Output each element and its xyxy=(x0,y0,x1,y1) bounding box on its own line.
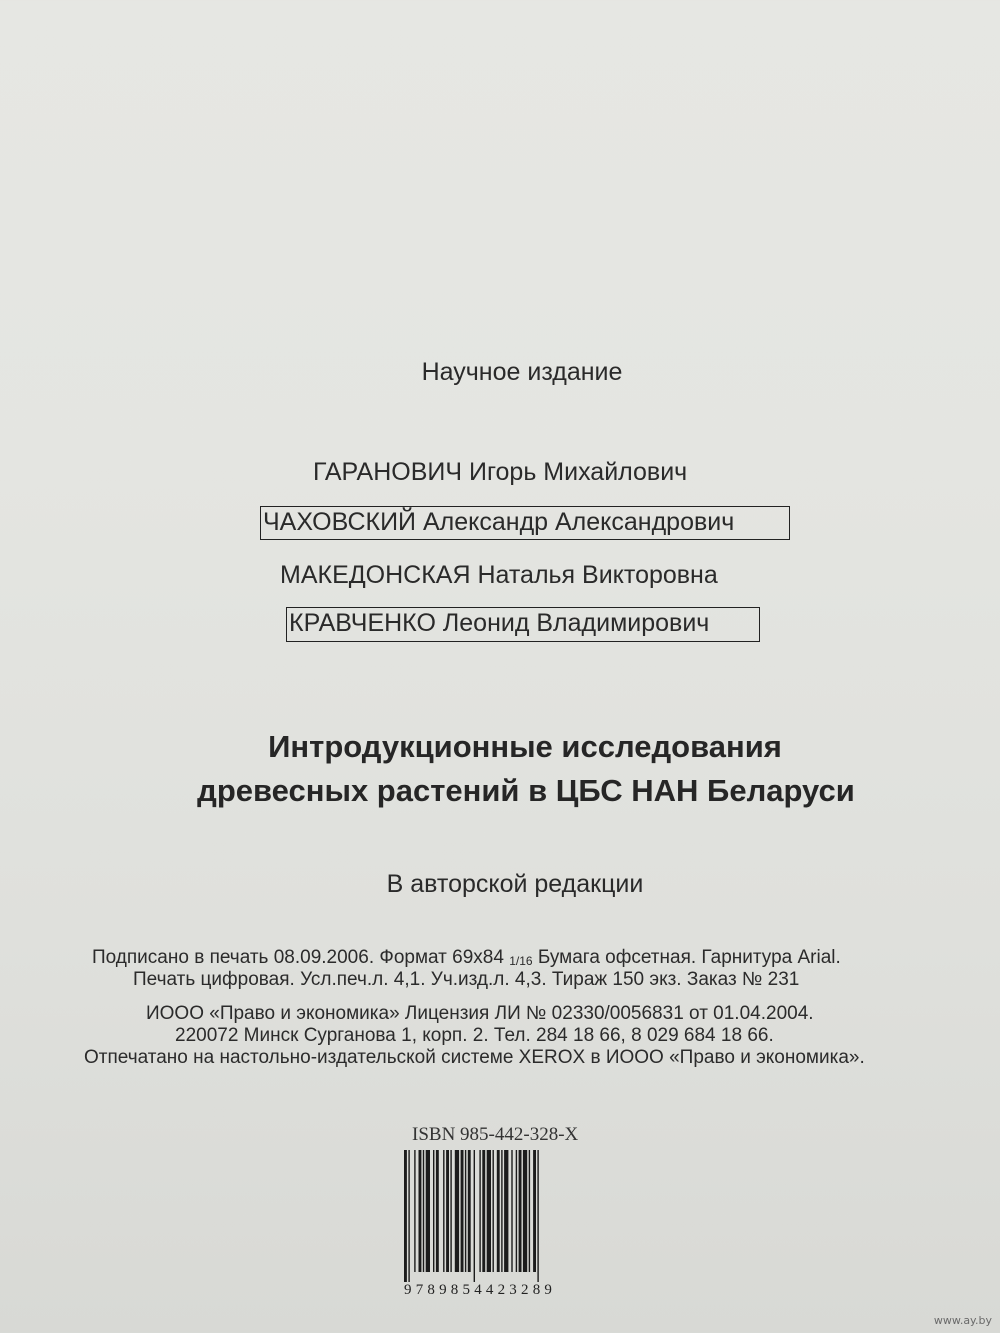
watermark: www.ay.by xyxy=(933,1314,992,1327)
barcode-bar xyxy=(465,1150,466,1272)
barcode-bar xyxy=(426,1150,430,1272)
format-fraction: 1/16 xyxy=(509,954,533,968)
barcode-bar xyxy=(479,1150,480,1272)
author-2-boxed: ЧАХОВСКИЙ Александр Александрович xyxy=(260,506,790,540)
publication-type-label: Научное издание xyxy=(421,358,623,386)
barcode-bar xyxy=(533,1150,536,1272)
barcode-bar xyxy=(433,1150,434,1272)
barcode-bar xyxy=(516,1150,517,1272)
barcode-bar xyxy=(461,1150,464,1272)
barcode-bar xyxy=(523,1150,527,1272)
barcode-bar xyxy=(493,1150,494,1272)
author-1: ГАРАНОВИЧ Игорь Михайлович xyxy=(313,458,688,486)
barcode-bar xyxy=(436,1150,439,1272)
barcode-bar xyxy=(537,1150,538,1282)
barcode-bar xyxy=(504,1150,508,1272)
barcode-bar xyxy=(468,1150,471,1272)
barcode-digits: 9789854423289 xyxy=(404,1282,557,1298)
barcode-bar xyxy=(529,1150,530,1272)
imprint-line-5: Отпечатано на настольно-издательской системе XEROX в ИООО «Право и экономика». xyxy=(84,1047,865,1068)
imprint-line-2: Печать цифровая. Усл.печ.л. 4,1. Уч.изд.л. 4,3. Тираж 150 экз. Заказ № 231 xyxy=(133,969,800,990)
edition-note: В авторской редакции xyxy=(386,870,644,898)
barcode-bar xyxy=(450,1150,451,1272)
author-4-boxed: КРАВЧЕНКО Леонид Владимирович xyxy=(286,607,760,642)
imprint-line-1-start: Подписано в печать 08.09.2006. Формат 69x84 xyxy=(92,947,510,968)
barcode-bar xyxy=(474,1150,475,1282)
author-3: МАКЕДОНСКАЯ Наталья Викторовна xyxy=(280,561,718,589)
barcode-bar xyxy=(482,1150,485,1272)
isbn-text: ISBN 985-442-328-X xyxy=(412,1124,579,1145)
imprint-line-4: 220072 Минск Сурганова 1, корп. 2. Тел. 284 18 66, 8 029 684 18 66. xyxy=(175,1025,774,1046)
barcode-bar xyxy=(446,1150,449,1272)
barcode-bar xyxy=(511,1150,512,1272)
book-title-line-1: Интродукционные исследования xyxy=(268,729,782,764)
barcode-bar xyxy=(519,1150,522,1272)
barcode-bar xyxy=(408,1150,409,1282)
imprint-line-1-end: Бумага офсетная. Гарнитура Arial. xyxy=(532,947,841,968)
imprint-line-3: ИООО «Право и экономика» Лицензия ЛИ № 02330/0056831 от 01.04.2004. xyxy=(146,1003,814,1024)
barcode-image xyxy=(402,1150,586,1282)
barcode-bar xyxy=(414,1150,415,1272)
book-title-line-2: древесных растений в ЦБС НАН Беларуси xyxy=(197,773,855,808)
barcode-bar xyxy=(497,1150,500,1272)
barcode-bar xyxy=(404,1150,407,1282)
barcode-bar xyxy=(419,1150,422,1272)
barcode-bar xyxy=(501,1150,502,1272)
barcode-bar xyxy=(443,1150,444,1272)
barcode-bar xyxy=(455,1150,459,1272)
barcode-bar xyxy=(423,1150,424,1272)
barcode-bar xyxy=(487,1150,491,1272)
